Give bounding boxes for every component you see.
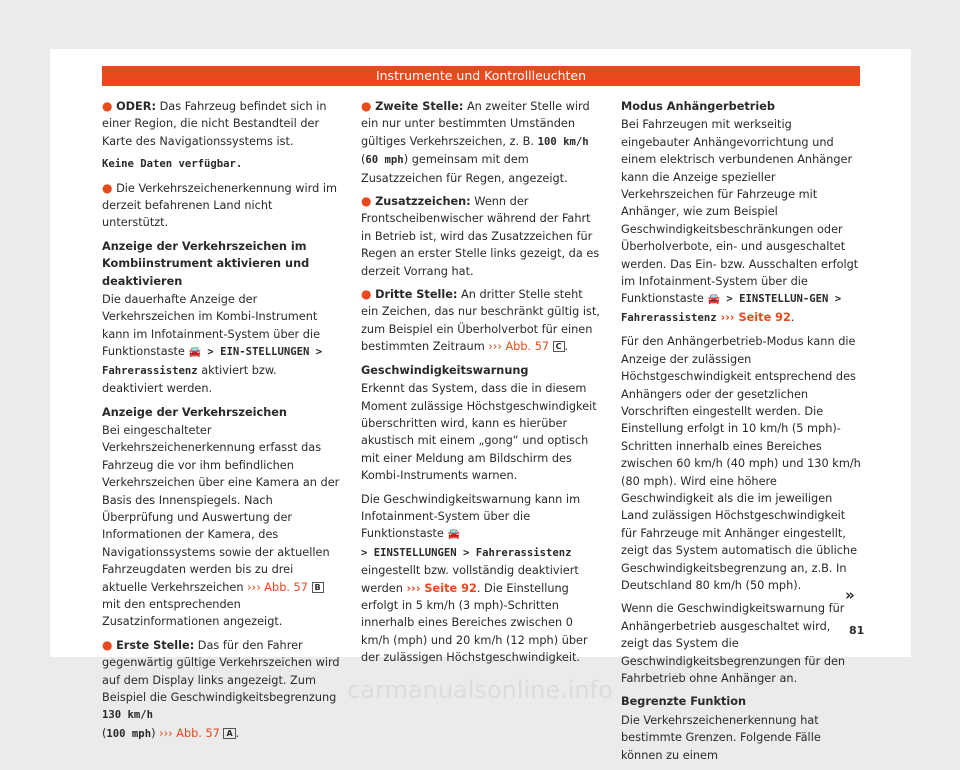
paragraph-speed-warning-settings: Die Geschwindigkeitswarnung kann im Infotainment-System über die Funktionstaste 🚘 > EINSTELLUNGEN > Fahrerassistenz eingestellt bzw. vollständig deaktiviert werden ››› Seite 92. Die Einstellung erfolgt in 5 km/h (3 mph)-Schritten innerhalb eines Bereiches zwischen 0 km/h (mph) und 20 km/h (12 mph) über der zulässigen Höchstgeschwindigkeit. [361, 492, 588, 665]
heading-trailer-mode: Modus Anhängerbetrieb [621, 100, 775, 113]
paragraph-trailer-speed: Für den Anhängerbetrieb-Modus kann die Anzeige der zulässigen Höchstgeschwindigkeit entsprechend des Anhängers oder der gesetzlichen Vorschriften eingestellt werden. Die Einstellung erfolgt in 10 km/h (5 mph)-Schritten innerhalb eines Bereiches zwischen 60 km/h (40 mph) und 130 km/h (80 mph). Wird eine höhere Geschwindigkeit als die im jeweiligen Land zulässigen Höchstgeschwindigkeit für Fahrzeuge mit Anhänger eingestellt, zeigt das System automatisch die übliche Geschwindigkeitsbegrenzung an, z.B. In Deutschland 80 km/h (50 mph). [621, 335, 861, 592]
figure-link[interactable]: ››› Abb. 57 [159, 726, 224, 740]
column-2 [361, 98, 601, 673]
paragraph-additional-sign: ● Zusatzzeichen: Wenn der Frontscheibenwischer während der Fahrt in Betrieb ist, wird das Zusatzzeichen für Regen an erster Stelle links gezeigt, da es derzeit Vorrang hat. [361, 194, 600, 278]
figure-link[interactable]: ››› Abb. 57 [488, 340, 553, 354]
car-icon: 🚘 [188, 347, 201, 359]
paragraph-third-position: ● Dritte Stelle: An dritter Stelle steht ein Zeichen, das nur beschränkt gültig ist, zum Beispiel ein Überholverbot für einen bestimmten Zeitraum ››› Abb. 57 C . [361, 287, 600, 354]
figure-label-c: C [553, 341, 565, 352]
column-1 [102, 98, 340, 749]
paragraph-speed-warning: Erkennt das System, dass die in diesem Moment zulässige Höchstgeschwindigkeit überschritten wird, kann es hierüber akustisch mit einem „gong“ und optisch mit einer Meldung am Bildschirm des Kombi-Instruments warnen. [361, 382, 597, 483]
paragraph-trailer-warning-off: Wenn die Geschwindigkeitswarnung für Anhängerbetrieb ausgeschaltet wird, zeigt das System die Geschwindigkeitsbegrenzungen für den Fahrbetrieb ohne Anhänger an. [621, 602, 846, 685]
paragraph-activate: Die dauerhafte Anzeige der Verkehrszeichen im Kombi-Instrument kann im Infotainment-System über die Funktionstaste 🚘 > EIN-STELLUNGEN > Fahrerassistenz aktiviert bzw. deaktiviert werden. [102, 293, 323, 396]
paragraph-unsupported: ● Die Verkehrszeichenerkennung wird im derzeit befahrenen Land nicht unterstützt. [102, 180, 337, 230]
paragraph-trailer-mode: Bei Fahrzeugen mit werkseitig eingebauter Anhängevorrichtung und einem elektrisch verbundenen Anhänger kann die Anzeige spezieller Verkehrszeichen für Fahrzeuge mit Anhänger, wie zum Beispiel Geschwindigkeitsbeschränkungen oder Überholverbote, ein- und ausgeschaltet werden. Das Ein- bzw. Ausschalten erfolgt im Infotainment-System über die Funktionstaste 🚘 > EINSTELLUN-GEN > Fahrerassistenz ››› Seite 92. [621, 118, 859, 324]
message-no-data: Keine Daten verfügbar. [102, 158, 243, 171]
figure-link[interactable]: ››› Abb. 57 [243, 580, 312, 594]
figure-label-a: A [223, 728, 235, 739]
car-icon: 🚘 [447, 529, 460, 541]
bullet-icon: ● [102, 637, 113, 652]
page-number: 81 [849, 624, 865, 637]
bullet-icon: ● [361, 99, 372, 113]
paragraph-second-position: ● Zweite Stelle: An zweiter Stelle wird ein nur unter bestimmten Umständen gültiges Verkehrszeichen, z. B. 100 km/h (60 mph) gemeinsam mit dem Zusatzzeichen für Regen, angezeigt. [361, 99, 590, 185]
bullet-icon: ● [361, 194, 372, 209]
paragraph-limited-function: Die Verkehrszeichenerkennung hat bestimmte Grenzen. Folgende Fälle können zu einem [621, 713, 821, 762]
page-link[interactable]: ››› Seite 92 [716, 310, 791, 324]
bullet-icon: ● [102, 180, 113, 195]
paragraph-display: Bei eingeschalteter Verkehrszeichenerkennung erfasst das Fahrzeug die vor ihm befindlichen Verkehrszeichen über eine Kamera an der Basis des Innenspiegels. Nach Überprüfung und Auswertung der Informationen der Kamera, des Navigationssystems sowie der aktuellen Fahrzeugdaten werden bis zu drei aktuelle Verkehrszeichen ››› Abb. 57 B mit den entsprechenden Zusatzinformationen angezeigt. [102, 423, 340, 629]
page-link[interactable]: ››› Seite 92 [406, 581, 477, 595]
figure-label-b: B [312, 582, 324, 593]
watermark: carmanualsonline.info [347, 676, 613, 704]
paragraph-first-position: ● Erste Stelle: Das für den Fahrer gegenwärtig gültige Verkehrszeichen wird auf dem Display links angezeigt. Zum Beispiel die Geschwindigkeitsbegrenzung 130 km/h (100 mph) ››› Abb. 57 A . [102, 637, 340, 740]
heading-limited-function: Begrenzte Funktion [621, 695, 747, 709]
page-header: Instrumente und Kontrollleuchten [102, 66, 860, 86]
car-icon: 🚘 [707, 294, 720, 306]
heading-display: Anzeige der Verkehrszeichen [102, 405, 287, 419]
column-3 [621, 98, 861, 770]
paragraph-oder: ● ODER: Das Fahrzeug befindet sich in einer Region, die nicht Bestandteil der Karte des Navigationssystems ist. [102, 99, 327, 148]
bullet-icon: ● [102, 99, 113, 113]
continue-mark: » [845, 586, 855, 604]
heading-speed-warning: Geschwindigkeitswarnung [361, 363, 529, 377]
heading-activate: Anzeige der Verkehrszeichen im Kombiinstrument aktivieren und deaktivieren [102, 239, 310, 288]
bullet-icon: ● [361, 287, 372, 302]
